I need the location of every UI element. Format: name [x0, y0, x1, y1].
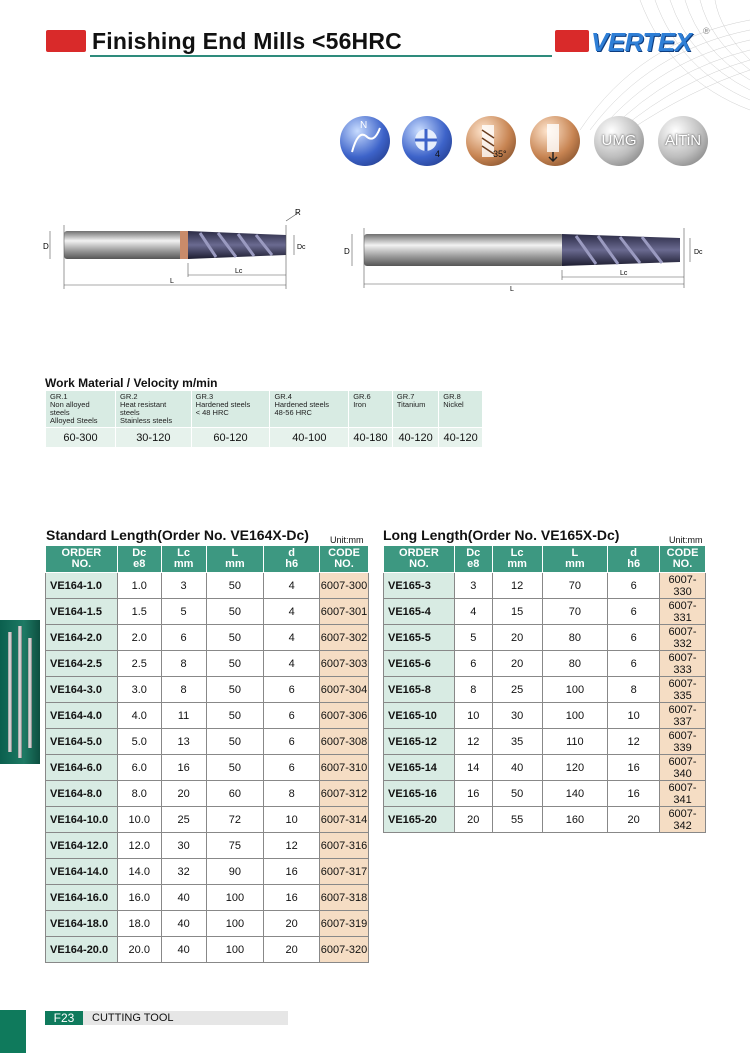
value-cell: 12: [492, 573, 542, 599]
code-number-cell: 6007-314: [320, 807, 369, 833]
column-header-line: Dc: [466, 547, 481, 559]
overall-length-label: L: [170, 278, 174, 285]
code-number-cell: 6007-312: [320, 781, 369, 807]
value-cell: 50: [206, 755, 264, 781]
velocity-cell: 60-300: [46, 428, 116, 448]
value-cell: 14: [454, 755, 492, 781]
velocity-cell: 40-120: [439, 428, 483, 448]
code-number-cell: 6007-310: [320, 755, 369, 781]
standard-length-table: [45, 545, 369, 963]
column-header: [264, 546, 320, 573]
value-cell: 50: [206, 677, 264, 703]
long-length-title: Long Length(Order No. VE165X-Dc): [383, 527, 620, 543]
vertex-brand: [555, 26, 710, 57]
table-row: [46, 911, 369, 937]
standard-length-title: Standard Length(Order No. VE164X-Dc): [46, 527, 309, 543]
registered-mark: ®: [703, 26, 710, 36]
value-cell: 3: [161, 573, 206, 599]
cut-length-label: Lc: [235, 268, 243, 275]
value-cell: 20: [492, 651, 542, 677]
column-header-line: Lc: [510, 547, 524, 559]
column-header: [206, 546, 264, 573]
material-group-line: steels: [50, 408, 70, 417]
long-end-mill-drawing: [340, 220, 710, 295]
column-header-line: CODE: [666, 547, 699, 559]
value-cell: 6: [264, 703, 320, 729]
code-number-cell: 6007-330: [660, 573, 706, 599]
value-cell: 8: [608, 677, 660, 703]
order-number-cell: VE164-12.0: [46, 833, 118, 859]
material-group-line: 48-56 HRC: [274, 408, 312, 417]
section-label: CUTTING TOOL: [92, 1012, 174, 1024]
value-cell: 18.0: [117, 911, 161, 937]
order-number-cell: VE165-16: [384, 781, 455, 807]
value-cell: 20: [161, 781, 206, 807]
coating-badge-label: AlTiN: [664, 132, 702, 149]
order-number-cell: VE165-20: [384, 807, 455, 833]
value-cell: 5.0: [117, 729, 161, 755]
value-cell: 3.0: [117, 677, 161, 703]
long-cut-length-label: Lc: [620, 270, 628, 277]
value-cell: 16: [264, 859, 320, 885]
material-group-line: < 48 HRC: [195, 408, 229, 417]
table-row: [384, 599, 706, 625]
column-header-line: mm: [173, 558, 194, 570]
cutting-diameter-label: Dc: [297, 244, 306, 251]
value-cell: 50: [206, 625, 264, 651]
material-group-cell: [392, 391, 438, 428]
table-row: [46, 755, 369, 781]
center-cutting-icon: [530, 116, 580, 166]
value-cell: 30: [161, 833, 206, 859]
order-number-cell: VE164-3.0: [46, 677, 118, 703]
code-number-cell: 6007-337: [660, 703, 706, 729]
value-cell: 16: [161, 755, 206, 781]
work-material-title: Work Material / Velocity m/min: [45, 376, 218, 390]
value-cell: 55: [492, 807, 542, 833]
code-number-cell: 6007-306: [320, 703, 369, 729]
table-row: [46, 859, 369, 885]
column-header: [454, 546, 492, 573]
value-cell: 100: [206, 885, 264, 911]
value-cell: 10: [264, 807, 320, 833]
value-cell: 4.0: [117, 703, 161, 729]
column-header-line: ORDER: [61, 547, 102, 559]
column-header-line: h6: [285, 558, 299, 570]
value-cell: 16.0: [117, 885, 161, 911]
code-number-cell: 6007-317: [320, 859, 369, 885]
order-number-cell: VE165-12: [384, 729, 455, 755]
value-cell: 11: [161, 703, 206, 729]
order-number-cell: VE165-8: [384, 677, 455, 703]
table-row: [46, 807, 369, 833]
material-group-line: Titanium: [396, 400, 426, 409]
value-cell: 50: [492, 781, 542, 807]
value-cell: 4: [264, 625, 320, 651]
order-number-cell: VE164-8.0: [46, 781, 118, 807]
column-header: [608, 546, 660, 573]
value-cell: 100: [542, 703, 608, 729]
value-cell: 2.5: [117, 651, 161, 677]
shank-body: [64, 231, 184, 259]
order-number-cell: VE164-20.0: [46, 937, 118, 963]
value-cell: 4: [264, 599, 320, 625]
value-cell: 10: [454, 703, 492, 729]
value-cell: 6: [161, 625, 206, 651]
value-cell: 120: [542, 755, 608, 781]
code-number-cell: 6007-318: [320, 885, 369, 911]
long-shank-body: [364, 234, 564, 266]
value-cell: 12: [454, 729, 492, 755]
column-header-line: Lc: [177, 547, 191, 559]
table-row: [384, 781, 706, 807]
value-cell: 50: [206, 729, 264, 755]
shank-diameter-label: D: [43, 242, 49, 251]
column-header: [117, 546, 161, 573]
value-cell: 75: [206, 833, 264, 859]
code-number-cell: 6007-339: [660, 729, 706, 755]
order-number-cell: VE165-5: [384, 625, 455, 651]
value-cell: 80: [542, 651, 608, 677]
value-cell: 50: [206, 599, 264, 625]
value-cell: 8: [454, 677, 492, 703]
work-material-table: [45, 390, 483, 448]
table-row: [384, 729, 706, 755]
decorative-mesh-graphic: [560, 0, 750, 130]
material-badge-label: UMG: [601, 132, 637, 149]
value-cell: 8: [161, 677, 206, 703]
value-cell: 40: [161, 911, 206, 937]
column-header-line: h6: [627, 558, 641, 570]
value-cell: 110: [542, 729, 608, 755]
material-group-line: GR.8: [443, 392, 461, 401]
order-number-cell: VE164-5.0: [46, 729, 118, 755]
helix-angle-icon: [466, 116, 516, 166]
value-cell: 4: [454, 599, 492, 625]
column-header: [384, 546, 455, 573]
material-group-line: Stainless steels: [120, 416, 173, 425]
code-number-cell: 6007-308: [320, 729, 369, 755]
velocity-cell: 40-180: [349, 428, 393, 448]
value-cell: 60: [206, 781, 264, 807]
value-cell: 6: [608, 599, 660, 625]
table-row: [384, 651, 706, 677]
table-row: [46, 625, 369, 651]
velocity-cell: 60-120: [191, 428, 270, 448]
value-cell: 140: [542, 781, 608, 807]
column-header: [660, 546, 706, 573]
code-number-cell: 6007-335: [660, 677, 706, 703]
value-cell: 10: [608, 703, 660, 729]
corner-radius-label: R: [295, 208, 301, 217]
order-number-cell: VE165-10: [384, 703, 455, 729]
value-cell: 20.0: [117, 937, 161, 963]
code-number-cell: 6007-333: [660, 651, 706, 677]
value-cell: 40: [161, 885, 206, 911]
order-number-cell: VE164-1.0: [46, 573, 118, 599]
table-row: [46, 885, 369, 911]
order-number-cell: VE164-18.0: [46, 911, 118, 937]
material-group-line: Iron: [353, 400, 367, 409]
velocity-cell: 30-120: [116, 428, 192, 448]
column-header-line: NO.: [672, 558, 693, 570]
order-number-cell: VE165-4: [384, 599, 455, 625]
material-group-line: GR.2: [120, 392, 138, 401]
four-flute-icon: [402, 116, 452, 166]
value-cell: 5: [454, 625, 492, 651]
value-cell: 20: [454, 807, 492, 833]
value-cell: 3: [454, 573, 492, 599]
value-cell: 12.0: [117, 833, 161, 859]
page-number: F23: [45, 1011, 83, 1025]
material-group-line: GR.6: [353, 392, 371, 401]
value-cell: 20: [608, 807, 660, 833]
code-number-cell: 6007-342: [660, 807, 706, 833]
value-cell: 80: [542, 625, 608, 651]
table-row: [46, 703, 369, 729]
feature-icons: [340, 116, 710, 168]
material-group-line: Alloyed Steels: [50, 416, 98, 425]
code-number-cell: 6007-340: [660, 755, 706, 781]
column-header-line: NO.: [71, 558, 92, 570]
code-number-cell: 6007-300: [320, 573, 369, 599]
brand-name: VERTEX: [591, 27, 692, 57]
order-number-cell: VE164-4.0: [46, 703, 118, 729]
material-group-cell: [349, 391, 393, 428]
table-row: [384, 703, 706, 729]
order-number-cell: VE165-14: [384, 755, 455, 781]
flute-shape-label: N: [360, 120, 368, 131]
value-cell: 13: [161, 729, 206, 755]
value-cell: 40: [492, 755, 542, 781]
column-header-line: mm: [565, 558, 585, 570]
table-row: [384, 573, 706, 599]
value-cell: 90: [206, 859, 264, 885]
standard-unit-label: Unit:mm: [330, 535, 364, 545]
value-cell: 30: [492, 703, 542, 729]
value-cell: 6: [454, 651, 492, 677]
material-group-cell: [116, 391, 192, 428]
table-row: [46, 599, 369, 625]
value-cell: 100: [542, 677, 608, 703]
column-header-line: Dc: [132, 547, 147, 559]
table-row: [46, 573, 369, 599]
table-row: [46, 677, 369, 703]
material-group-line: GR.7: [396, 392, 415, 401]
value-cell: 4: [264, 573, 320, 599]
order-number-cell: VE164-14.0: [46, 859, 118, 885]
value-cell: 25: [492, 677, 542, 703]
column-header-line: mm: [507, 558, 527, 570]
material-group-line: Hardened steels: [274, 400, 330, 409]
column-header-line: L: [571, 547, 579, 559]
code-number-cell: 6007-332: [660, 625, 706, 651]
table-row: [46, 651, 369, 677]
table-row: [384, 625, 706, 651]
long-header-row: [384, 546, 706, 573]
table-row: [46, 781, 369, 807]
code-number-cell: 6007-304: [320, 677, 369, 703]
value-cell: 72: [206, 807, 264, 833]
altin-coating-badge-icon: [658, 116, 708, 166]
material-group-line: GR.3: [195, 392, 214, 401]
helix-angle-label: 35°: [493, 149, 507, 159]
value-cell: 1.0: [117, 573, 161, 599]
table-row: [384, 755, 706, 781]
material-group-line: Nickel: [443, 400, 464, 409]
column-header: [542, 546, 608, 573]
brand-mark-icon: [555, 30, 589, 52]
flute-shape-icon: [340, 116, 390, 166]
flute-count-label: 4: [435, 149, 441, 159]
table-row: [46, 937, 369, 963]
value-cell: 100: [206, 937, 264, 963]
table-row: [46, 729, 369, 755]
order-number-cell: VE164-6.0: [46, 755, 118, 781]
value-cell: 70: [542, 573, 608, 599]
value-cell: 1.5: [117, 599, 161, 625]
order-number-cell: VE164-16.0: [46, 885, 118, 911]
long-cutting-diameter-label: Dc: [694, 249, 703, 256]
code-number-cell: 6007-320: [320, 937, 369, 963]
value-cell: 8.0: [117, 781, 161, 807]
column-header-line: mm: [225, 558, 245, 570]
brand-logo-icon: [46, 30, 86, 52]
value-cell: 50: [206, 573, 264, 599]
long-shank-diameter-label: D: [344, 247, 350, 256]
material-group-cell: [439, 391, 483, 428]
code-number-cell: 6007-319: [320, 911, 369, 937]
material-group-line: Heat resistant: [120, 400, 167, 409]
value-cell: 5: [161, 599, 206, 625]
value-cell: 32: [161, 859, 206, 885]
value-cell: 10.0: [117, 807, 161, 833]
code-number-cell: 6007-341: [660, 781, 706, 807]
order-number-cell: VE165-3: [384, 573, 455, 599]
order-number-cell: VE164-2.0: [46, 625, 118, 651]
column-header-line: e8: [467, 558, 480, 570]
footer-side-strip: [0, 1010, 26, 1053]
value-cell: 14.0: [117, 859, 161, 885]
material-group-cell: [191, 391, 270, 428]
value-cell: 12: [264, 833, 320, 859]
value-cell: 16: [608, 755, 660, 781]
velocity-row: [46, 428, 483, 448]
value-cell: 50: [206, 703, 264, 729]
value-cell: 20: [492, 625, 542, 651]
title-underline: [90, 55, 552, 57]
long-length-table: [383, 545, 706, 833]
value-cell: 40: [161, 937, 206, 963]
code-number-cell: 6007-302: [320, 625, 369, 651]
code-number-cell: 6007-331: [660, 599, 706, 625]
value-cell: 160: [542, 807, 608, 833]
code-number-cell: 6007-303: [320, 651, 369, 677]
column-header: [161, 546, 206, 573]
value-cell: 6: [264, 729, 320, 755]
order-number-cell: VE164-1.5: [46, 599, 118, 625]
page-title: Finishing End Mills <56HRC: [92, 28, 402, 54]
velocity-cell: 40-120: [392, 428, 438, 448]
material-group-row: [46, 391, 483, 428]
order-number-cell: VE164-10.0: [46, 807, 118, 833]
long-unit-label: Unit:mm: [669, 535, 703, 545]
column-header-line: e8: [133, 558, 146, 570]
value-cell: 16: [264, 885, 320, 911]
column-header: [320, 546, 369, 573]
velocity-cell: 40-100: [270, 428, 349, 448]
column-header-line: NO.: [334, 558, 354, 570]
material-group-line: GR.1: [50, 392, 68, 401]
value-cell: 20: [264, 937, 320, 963]
value-cell: 6: [264, 677, 320, 703]
material-group-line: Non alloyed: [50, 400, 90, 409]
column-header: [46, 546, 118, 573]
value-cell: 2.0: [117, 625, 161, 651]
material-group-cell: [270, 391, 349, 428]
column-header-line: L: [231, 547, 239, 559]
code-number-cell: 6007-301: [320, 599, 369, 625]
column-header-line: d: [288, 547, 296, 559]
transition-neck: [180, 231, 188, 259]
order-number-cell: VE165-6: [384, 651, 455, 677]
value-cell: 8: [264, 781, 320, 807]
end-mill-photo: [0, 620, 40, 764]
column-header-line: NO.: [409, 558, 429, 570]
value-cell: 6: [608, 651, 660, 677]
value-cell: 25: [161, 807, 206, 833]
column-header: [492, 546, 542, 573]
order-number-cell: VE164-2.5: [46, 651, 118, 677]
value-cell: 16: [608, 781, 660, 807]
value-cell: 35: [492, 729, 542, 755]
column-header-line: ORDER: [399, 547, 439, 559]
column-header-line: CODE: [328, 547, 360, 559]
material-group-line: GR.4: [274, 392, 292, 401]
material-group-line: Hardened steels: [195, 400, 251, 409]
value-cell: 6: [608, 625, 660, 651]
value-cell: 6: [264, 755, 320, 781]
table-row: [46, 833, 369, 859]
column-header-line: d: [630, 547, 637, 559]
table-row: [384, 677, 706, 703]
standard-header-row: [46, 546, 369, 573]
value-cell: 4: [264, 651, 320, 677]
table-row: [384, 807, 706, 833]
value-cell: 8: [161, 651, 206, 677]
value-cell: 20: [264, 911, 320, 937]
material-group-cell: [46, 391, 116, 428]
value-cell: 100: [206, 911, 264, 937]
code-number-cell: 6007-316: [320, 833, 369, 859]
long-overall-length-label: L: [510, 286, 514, 293]
standard-end-mill-drawing: [40, 205, 320, 295]
value-cell: 12: [608, 729, 660, 755]
umg-material-badge-icon: [594, 116, 644, 166]
value-cell: 50: [206, 651, 264, 677]
value-cell: 6.0: [117, 755, 161, 781]
value-cell: 15: [492, 599, 542, 625]
value-cell: 6: [608, 573, 660, 599]
material-group-line: steels: [120, 408, 140, 417]
value-cell: 70: [542, 599, 608, 625]
value-cell: 16: [454, 781, 492, 807]
